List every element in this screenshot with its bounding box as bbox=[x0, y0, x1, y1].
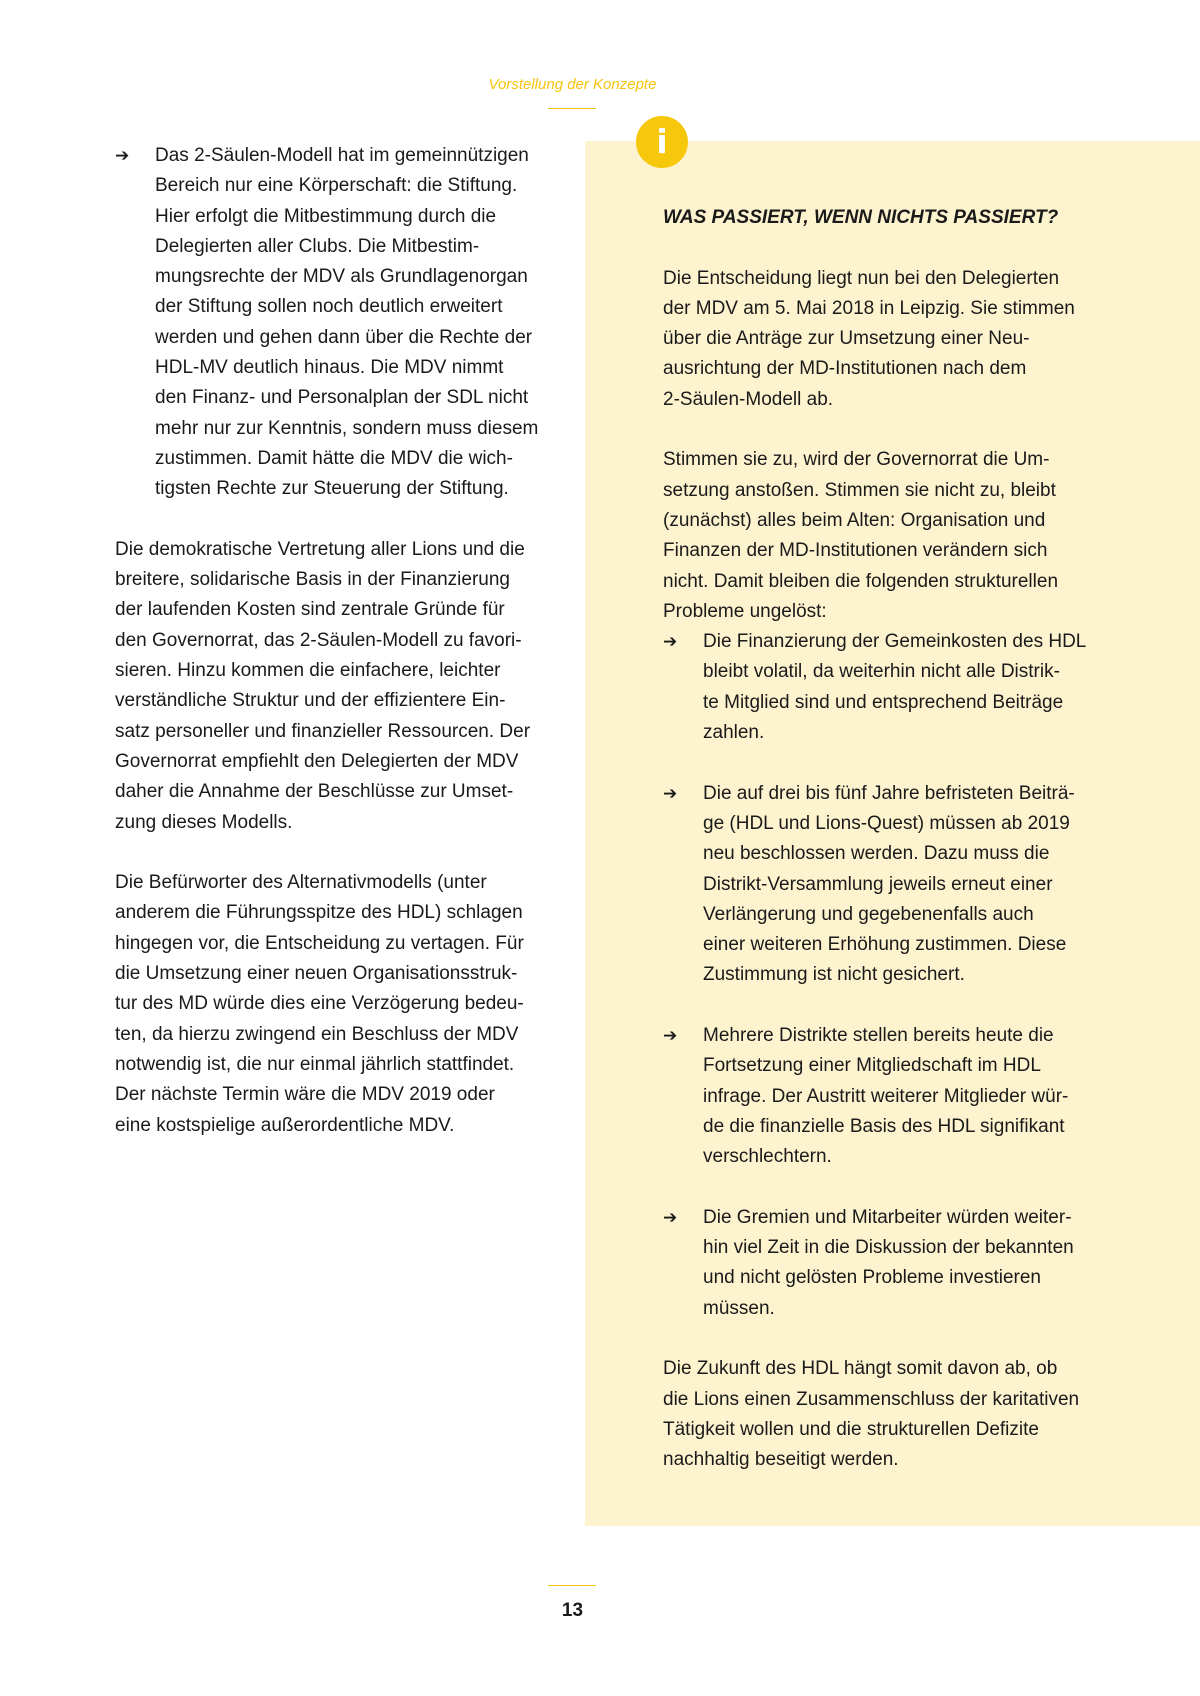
text-line: einer weiteren Erhöhung zustimmen. Diese bbox=[703, 934, 1067, 956]
arrow-bullet-icon: ➔ bbox=[663, 632, 678, 652]
text-line: die Lions einen Zusammenschluss der karitativen bbox=[663, 1388, 1080, 1410]
paragraph-recommendation bbox=[115, 535, 565, 838]
text-line: Die auf drei bis fünf Jahre befristeten Beiträ- bbox=[703, 782, 1075, 804]
text-line: ge (HDL und Lions-Quest) müssen ab 2019 bbox=[703, 812, 1070, 834]
text-line: Die Entscheidung liegt nun bei den Delegierten bbox=[663, 267, 1060, 289]
text-line: Die Zukunft des HDL hängt somit davon ab, ob bbox=[663, 1358, 1058, 1380]
text-line: Die Befürworter des Alternativmodells (unter bbox=[115, 872, 487, 894]
text-line: Fortsetzung einer Mitgliedschaft im HDL bbox=[703, 1055, 1041, 1077]
text-line: Probleme ungelöst: bbox=[663, 600, 827, 622]
text-line: der Stiftung sollen noch deutlich erweitert bbox=[155, 296, 503, 318]
text-line: Der nächste Termin wäre die MDV 2019 oder bbox=[115, 1084, 495, 1106]
bullet-text bbox=[703, 1203, 1118, 1324]
text-line: Hier erfolgt die Mitbestimmung durch die bbox=[155, 205, 497, 227]
text-line: Distrikt-Versammlung jeweils erneut einer bbox=[703, 873, 1053, 895]
text-line: sieren. Hinzu kommen die einfachere, leichter bbox=[115, 660, 501, 682]
text-line: Stimmen sie zu, wird der Governorrat die Um- bbox=[663, 449, 1050, 471]
text-line: de die finanzielle Basis des HDL signifikant bbox=[703, 1115, 1065, 1137]
bullet-text bbox=[703, 779, 1118, 991]
text-line: eine kostspielige außerordentliche MDV. bbox=[115, 1114, 455, 1136]
text-line: daher die Annahme der Beschlüsse zur Umset- bbox=[115, 781, 514, 803]
text-line: Verlängerung und gegebenenfalls auch bbox=[703, 903, 1034, 925]
text-line: verschlechtern. bbox=[703, 1146, 832, 1168]
paragraph-closing bbox=[663, 1354, 1118, 1475]
text-line: setzung anstoßen. Stimmen sie nicht zu, bleibt bbox=[663, 479, 1056, 501]
text-line: 2-Säulen-Modell ab. bbox=[663, 388, 834, 410]
text-line: die Umsetzung einer neuen Organisationsstruk- bbox=[115, 963, 518, 985]
text-line: hin viel Zeit in die Diskussion der bekannten bbox=[703, 1237, 1074, 1259]
text-line: mungsrechte der MDV als Grundlagenorgan bbox=[155, 266, 528, 288]
arrow-bullet-icon: ➔ bbox=[663, 783, 678, 803]
text-line: der laufenden Kosten sind zentrale Gründe für bbox=[115, 599, 505, 621]
info-icon: i bbox=[636, 116, 688, 168]
text-line: satz personeller und finanzieller Ressourcen. Der bbox=[115, 720, 531, 742]
text-line: über die Anträge zur Umsetzung einer Neu- bbox=[663, 328, 1030, 350]
text-line: nachhaltig beseitigt werden. bbox=[663, 1449, 899, 1471]
text-line: den Finanz- und Personalplan der SDL nicht bbox=[155, 387, 529, 409]
arrow-bullet-icon: ➔ bbox=[115, 146, 130, 165]
text-line: und nicht gelösten Probleme investieren bbox=[703, 1267, 1041, 1289]
left-column bbox=[115, 141, 565, 1141]
text-line: Zustimmung ist nicht gesichert. bbox=[703, 964, 965, 986]
text-line: neu beschlossen werden. Dazu muss die bbox=[703, 843, 1050, 865]
text-line: anderem die Führungsspitze des HDL) schlagen bbox=[115, 902, 523, 924]
bullet-text bbox=[703, 627, 1118, 748]
text-line: infrage. Der Austritt weiterer Mitglieder wür- bbox=[703, 1085, 1069, 1107]
list-item bbox=[663, 1021, 1118, 1172]
text-line: nicht. Damit bleiben die folgenden strukturellen bbox=[663, 570, 1059, 592]
text-line: Die Gremien und Mitarbeiter würden weiter- bbox=[703, 1206, 1072, 1228]
text-line: Tätigkeit wollen und die strukturellen Defizite bbox=[663, 1418, 1039, 1440]
text-line: ausrichtung der MD-Institutionen nach dem bbox=[663, 358, 1027, 380]
info-box-title: WAS PASSIERT, WENN NICHTS PASSIERT? bbox=[663, 207, 1059, 228]
text-line: der MDV am 5. Mai 2018 in Leipzig. Sie stimmen bbox=[663, 297, 1075, 319]
text-line: Finanzen der MD-Institutionen verändern sich bbox=[663, 540, 1048, 562]
text-line: breitere, solidarische Basis in der Finanzierung bbox=[115, 569, 510, 591]
list-item bbox=[663, 779, 1118, 991]
text-line: Bereich nur eine Körperschaft: die Stiftung. bbox=[155, 175, 518, 197]
paragraph-alternative bbox=[115, 868, 565, 1141]
text-line: mehr nur zur Kenntnis, sondern muss diesem bbox=[155, 417, 539, 439]
header-divider bbox=[548, 108, 596, 109]
list-item bbox=[663, 1203, 1118, 1324]
text-line: Mehrere Distrikte stellen bereits heute die bbox=[703, 1025, 1054, 1047]
text-line: verständliche Struktur und der effizientere Ein- bbox=[115, 690, 506, 712]
arrow-bullet-icon: ➔ bbox=[663, 1207, 678, 1227]
text-line: Die Finanzierung der Gemeinkosten des HDL bbox=[703, 631, 1087, 653]
text-line: tur des MD würde dies eine Verzögerung bedeu- bbox=[115, 993, 524, 1015]
text-line: Delegierten aller Clubs. Die Mitbestim- bbox=[155, 235, 480, 257]
paragraph-decision bbox=[663, 264, 1118, 415]
text-line: HDL-MV deutlich hinaus. Die MDV nimmt bbox=[155, 357, 504, 379]
text-line: zahlen. bbox=[703, 722, 765, 744]
bullet-text bbox=[155, 141, 565, 505]
text-line: notwendig ist, die nur einmal jährlich stattfindet. bbox=[115, 1053, 515, 1075]
text-line: zung dieses Modells. bbox=[115, 811, 293, 833]
list-item bbox=[663, 627, 1118, 748]
text-line: Die demokratische Vertretung aller Lions und die bbox=[115, 538, 525, 560]
list-item bbox=[115, 141, 565, 505]
footer-divider bbox=[548, 1585, 596, 1586]
info-box-content bbox=[663, 203, 1118, 1475]
text-line: werden und gehen dann über die Rechte der bbox=[155, 326, 533, 348]
text-line: Governorrat empfiehlt den Delegierten der MDV bbox=[115, 750, 519, 772]
text-line: Das 2-Säulen-Modell hat im gemeinnützigen bbox=[155, 145, 529, 166]
text-line: te Mitglied sind und entsprechend Beiträge bbox=[703, 691, 1064, 713]
page-number: 13 bbox=[561, 1600, 584, 1621]
text-line: den Governorrat, das 2-Säulen-Modell zu favori- bbox=[115, 629, 522, 651]
text-line: hingegen vor, die Entscheidung zu vertagen. Für bbox=[115, 932, 524, 954]
text-line: zustimmen. Damit hätte die MDV die wich- bbox=[155, 447, 513, 469]
bullet-text bbox=[703, 1021, 1118, 1172]
text-line: tigsten Rechte zur Steuerung der Stiftung. bbox=[155, 478, 509, 500]
running-header: Vorstellung der Konzepte bbox=[488, 76, 657, 93]
text-line: ten, da hierzu zwingend ein Beschluss der MDV bbox=[115, 1023, 519, 1045]
text-line: bleibt volatil, da weiterhin nicht alle Distrik- bbox=[703, 661, 1060, 683]
arrow-bullet-icon: ➔ bbox=[663, 1026, 678, 1046]
paragraph-outcome bbox=[663, 445, 1118, 627]
text-line: (zunächst) alles beim Alten: Organisation und bbox=[663, 509, 1046, 531]
text-line: müssen. bbox=[703, 1297, 775, 1319]
